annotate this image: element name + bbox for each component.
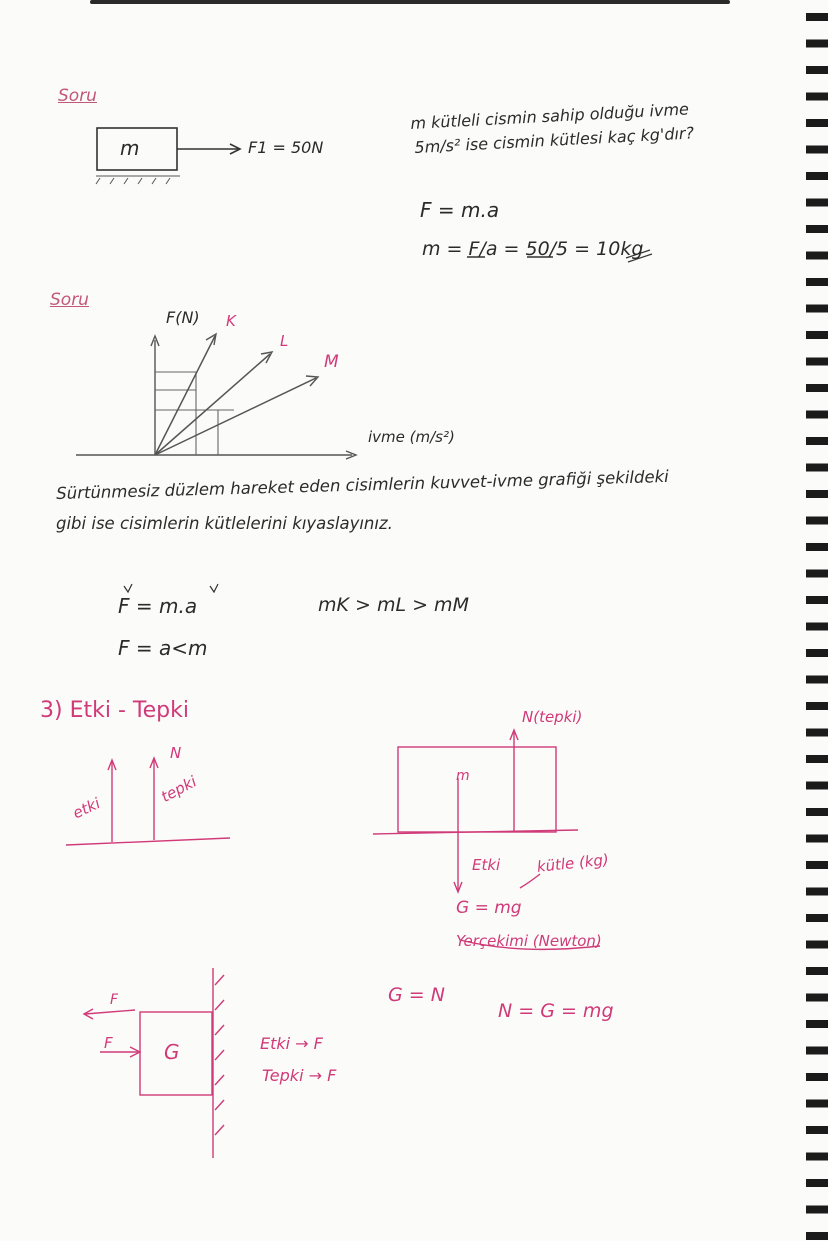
line-l-label: L [280,332,289,350]
section-3-title: 3) Etki - Tepki [40,698,189,723]
weight-equation: G = mg [456,898,522,918]
vector-equation: G = N [388,984,445,1006]
question-2-line-2: gibi ise cisimlerin kütlelerini kıyaslayınız. [56,514,393,533]
ground-hatch [96,176,180,184]
formula-f-ma-2: F = m.a [118,594,198,618]
question-1-line-1: m kütleli cismin sahip olduğu ivme [410,99,690,133]
solution-mass: m = F/a = 50/5 = 10kg [422,238,644,260]
wall-force-left-label: F [104,1034,113,1052]
left-etki-label: etki [70,794,103,823]
force-arrow [177,144,240,154]
left-tepki-label: tepki [158,772,200,806]
normal-force-label: N(tepki) [522,708,583,726]
etki-label: Etki [472,856,501,874]
kutle-label: kütle (kg) [536,850,610,876]
wall-diagram [84,968,224,1158]
soru2-heading: Soru [50,290,89,310]
line-k [155,336,215,455]
formula-f-ma: F = m.a [420,198,500,222]
block-mass-label: m [456,768,470,784]
line-k-label: K [226,312,236,330]
magnitude-equation: N = G = mg [498,1000,614,1022]
line-l [155,354,270,455]
left-n-label: N [170,744,182,762]
wall-force-top-label: F [110,992,119,1008]
wall-box-label: G [164,1040,180,1064]
wall-tepki-label: Tepki → F [262,1066,337,1085]
check-marks [124,584,218,592]
line-m-label: M [324,352,339,372]
y-axis-label: F(N) [166,308,200,327]
yercekimi-label: Yerçekimi (Newton) [456,932,602,950]
formula-f-a-m: F = a<m [118,636,208,660]
x-axis-label: ivme (m/s²) [368,428,455,446]
mass-comparison: mK > mL > mM [318,594,469,616]
force-label: F1 = 50N [248,138,324,157]
force-acceleration-graph [76,334,356,459]
wall-etki-label: Etki → F [260,1034,323,1053]
mass-label: m [120,136,140,160]
question-1-line-2: 5m/s² ise cismin kütlesi kaç kg'dır? [414,123,695,157]
question-2-line-1: Sürtünmesiz düzlem hareket eden cisimlerin kuvvet-ivme grafiği şekildeki [56,466,669,503]
soru1-heading: Soru [58,86,97,106]
block [398,747,556,832]
